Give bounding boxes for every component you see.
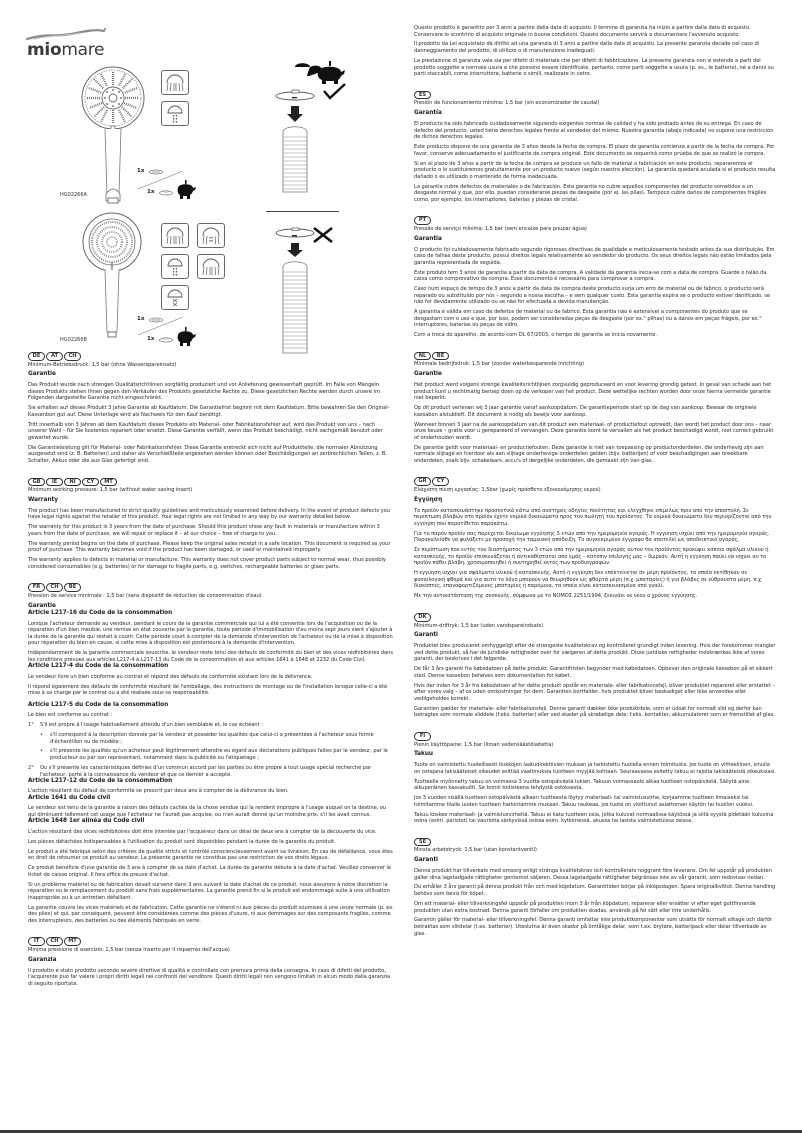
country-badge: BE (432, 352, 449, 361)
country-badges (28, 937, 394, 946)
section-heading: Garanzia (28, 956, 57, 963)
section-gr (414, 477, 776, 600)
paragraph: Este produto tem 3 anos de garantia a partir da data de compra. A validade da garantia inicia-se com a data de compra. Guarde o talão da caixa como comprovativo da compra. Esse documento é necessário para comprovar a compra. (414, 269, 767, 283)
paragraph: Με την αντικατάσταση της συσκευής, σύμφωνα με το ΝΟΜΟΣ 2251/1994, ξεκινάει εκ νέου ο χρόνος εγγύησης. (414, 593, 698, 600)
section-fr (28, 583, 394, 924)
section-es (414, 91, 776, 204)
paragraph: Garantin gäller för material- eller tillverkningsfel. Denna garanti omfattar inte produktkomponenter som utsätts för normalt slitage och därför betraktas som slitdelar (t.ex. batterier). Uteslutna är även skador på ömtåliga delar, som t.ex. brytare, batteripack eller delar tillverkade av glas. (414, 917, 773, 937)
accessory-qty-b2: 1x (147, 336, 155, 342)
warranty-column-right (414, 25, 776, 950)
paragraph: Hvis der inden for 3 år fra købsdatoen af for dette produkt opstår en materiale- eller fabrikationsfejl, bliver produktet repareret eller erstattet – efter vores valg – af os uden omkostninger for dem. Garantien bortfalder, hvis produktet bliver beskadiget eller ikke anvendes eller vedligeholdes korrekt. (414, 682, 775, 702)
country-badge: IT (28, 937, 45, 946)
paragraph: The warranty for this product is 3 years from the date of purchase. Should this product show any fault in materials or manufacture within 3 years from the date of purchase, we will repair or replace it – at our choice – free of charge to you. (28, 524, 380, 537)
section-heading: Takuu (414, 751, 433, 758)
paragraph: Il prodotto è stato prodotto secondo severe direttive di qualità e controllato con premura prima della consegna. In caso di difetti del prodotto, l'acquirente può far valere i propri diritti legali nei confronti del venditore. Questi diritti legali non vengono limitati in alcun modo dalla garanzia di seguito riportata. (28, 967, 391, 987)
paragraph: La garantía cubre defectos de materiales o de fabricación. Esta garantía no cubre aquellos componentes del producto sometidos a un desgaste normal y que, por ello, puedan considerarse piezas de desgaste (por ej. las pilas). Tampoco cubre daños de componentes frágiles como, por ejemplo, los interruptores, baterías y piezas de cristal. (414, 183, 767, 203)
section-it-continued (414, 25, 776, 78)
min-pressure-text: Minimale bedrijfsdruk: 1,5 bar (zonder waterbesparende inrichting) (414, 361, 584, 368)
article-heading: Article L217-4 du Code de la consommation (28, 663, 169, 670)
paragraph: De garantie geldt voor materiaal- en productiefouten. Deze garantie is niet van toepassing op productonderdelen, die onderhevig zijn aan normale slijtage en hierdoor als aan slijtage onderhevige onderdelen gelden (bijv. batterijen) of voor beschadigingen aan breekbare onderdelen, zoals bijv. schakelaars, accu's of dergelijke onderdelen, die gemaakt zijn van glas. (414, 444, 764, 464)
accessory-qty-b1: 1x (137, 316, 145, 322)
country-badges (414, 216, 776, 225)
paragraph: Si un problème matériel ou de fabrication devait survenir dans 3 ans suivant la date d'achat de ce produit, nous assurons à notre discrétion la réparation ou le remplacement du produit sans frais supplémentaires. La garantie prend fin si le produit est endommagé suite à une utilisation inappropriée ou à un entretien défaillant. (28, 881, 390, 901)
piggy-bank-icon (175, 179, 197, 200)
paragraph: The product has been manufactured to strict quality guidelines and meticulously examined before delivery. In the event of product defects you have legal rights against the retailer of this product. Your legal rights are not limited in any way by our warranty detailed below. (28, 507, 390, 521)
paragraph: Du erhåller 3 års garanti på denna produkt från och med köpdatum. Garantitiden börjar på inköpsdagen. Spara originalkvittot. Denna handling behövs som bevis för köpet. (414, 884, 776, 898)
country-badges (28, 583, 394, 592)
min-pressure-text: Ελάχιστη πίεση εργασίας: 1,5bar (χωρίς πρόσθετο εξοικονόμησης νερού) (414, 487, 601, 494)
section-fi (414, 732, 776, 825)
paragraph: Σε περίπτωση που εντός του διαστήματος των 3 ετών από την ημερομηνία αγοράς αυτού του προϊόντος προκύψει κάποιο σφάλμα υλικού ή κατασκευής, το προϊόν επισκευάζεται ή αντικαθίσταται από εμάς – κατόπιν επιλογής μας – δωρεάν. Αυτή η εγγύηση παύει να ισχύει αν το προϊόν πάθει βλάβη, χρησιμοποιηθεί ή συντηρηθεί εκτός των προδιαγραφών. (414, 547, 769, 567)
section-heading: Εγγύηση (414, 496, 443, 503)
paragraph: Les pièces détachées indispensables à l'utilisation du produit sont disponibles pendant la durée de la garantie du produit. (28, 838, 336, 845)
section-heading: Garantie (28, 371, 56, 378)
accessory-qty-a2: 1x (147, 189, 155, 195)
article-heading: Article L217-16 du Code de la consommation (28, 610, 173, 617)
paragraph: Indépendamment de la garantie commerciale souscrite, le vendeur reste tenu des défauts de conformité du bien et des vices rédhibitoires dans les conditions prévues aux articles L217-4 à L217-13 du Code de la consommation et aux articles 1641 à 1648 et 2232 du Code Civil. (28, 650, 393, 663)
logo-wordmark: miomare (27, 40, 105, 60)
paragraph: Il répond également des défauts de conformité résultant de l'emballage, des instructions de montage ou de l'installation lorsque celle-ci a été mise à sa charge par le contrat ou a été réalisée sous sa responsabilité. (28, 683, 388, 697)
country-badges (414, 613, 776, 622)
country-badge: CH (46, 583, 63, 592)
min-pressure-text: Minimum-Betriebsdruck: 1,5 bar (ohne Wassersparеinsatz) (28, 361, 177, 368)
paragraph: Das Produkt wurde nach strengen Qualitätsrichtlinien sorgfältig produziert und vor Anlieferung gewissenhaft geprüft. Im Falle von Mängeln dieses Produkts stehen Ihnen gegen den Verkäufer des Produkts gesetzliche Rechte zu. Diese gesetzlichen Rechte werden durch unsere im Folgenden dargestellte Garantie nicht eingeschränkt. (28, 382, 381, 402)
min-pressure-text: Pression de service minimale : 1,5 bar (sans dispositif de réduction de consommation d'eau) (28, 593, 262, 600)
paragraph: Le produit a été fabriqué selon des critères de qualité stricts et contrôlé consciencieusement avant sa livraison. En cas de défaillance, vous êtes en droit de retourner ce produit au vendeur. La présente garantie ne constitue pas une restriction de vos droits légaux. (28, 848, 393, 862)
section-heading: Garanti (414, 632, 438, 639)
section-gb (28, 478, 394, 571)
paragraph: Lorsque l'acheteur demande au vendeur, pendant le cours de la garantie commerciale qui lui a été consentie lors de l'acquisition ou de la réparation d'un bien meuble, une remise en état couverte par la garantie, toute période d'immobilisation d'au moins sept jours vient s'ajouter à la durée de la garantie qui restait à courir. Cette période court à compter de la demande d'intervention de l'acheteur ou de la mise à disposition pour réparation du bien en cause, si cette mise à disposition est postérieure à la demande d'intervention. (28, 620, 393, 647)
section-de (28, 352, 394, 465)
min-pressure-text: Presión de funcionamiento mínima: 1,5 bar (sin economizador de caudal) (414, 100, 600, 107)
article-heading: Article 1641 du Code civil (28, 794, 111, 801)
country-badge: FR (28, 583, 45, 592)
paragraph: Este producto dispone de una garantía de 3 años desde la fecha de compra. El plazo de garantía comienza a partir de la fecha de compra. Por favor, conserve adecuadamente el justificante de compra original. Este documento se requerirá como prueba de que se realizó la compra. (414, 144, 775, 157)
shower-head-b-icon (81, 212, 143, 342)
mixed-spray-mode-icon (197, 223, 225, 248)
country-badge: CY (82, 478, 99, 487)
country-badges (414, 732, 776, 741)
section-heading: Garanti (414, 857, 438, 864)
paragraph: O producto foi cuidadosamente fabricado segundo rigorosas directivas de qualidade e meticulosamente testado antes da sua distribuição. Em caso de falhas deste producto, possui direitos legais relativamente ao vendedor do producto. Os seus direitos legais não estão limitados pela garantia representada de seguida. (414, 246, 775, 266)
model-number-b: HG02266B (60, 337, 87, 343)
list-item: 2° Ou s'il présente les caractéristiques définies d'un commun accord par les parties ou être propre à tout usage spécial recherché par l'acheteur, porté à la connaissance du vendeur et que ce dernier a accepté. (28, 764, 372, 778)
paragraph: Le bien est conforme au contrat : (28, 712, 113, 719)
warranty-column-left (28, 352, 394, 1000)
min-pressure-text: Pressão de serviço mínima: 1,5 bar (sem encaixe para poupar água) (414, 225, 587, 232)
piggy-bank-icon (175, 326, 197, 347)
rain-spray-mode-icon (161, 70, 189, 95)
country-badge: MT (100, 478, 117, 487)
paragraph: Tuote on valmistettu huolellisesti tiukkojen laatudirektiivien mukaan ja tarkistettu huolella ennen toimitusta. Jos tuote on virheellinen, sinulla on ostajana lakisääteiset oikeudet esittää vaatimuksia tuotteen myyjää kohtaan. Seuraavassa esitetty takuu ei rajoita lakisääteisiä oikeuksiasi. (414, 762, 776, 775)
check-icon (322, 82, 347, 100)
paragraph: Denna produkt har tillverkats med omsorg enligt stränga kvalitetskrav och kontrollerats noggrant före leverans. Om fel uppstår på produkten gäller dina lagstadgade rättigheter gentemot säljaren. Dessa lagstadgade rättigheter begränsas inte av vår garanti, som redovisas nedan. (414, 868, 772, 881)
paragraph: Ce produit bénéficie d'une garantie de 3 ans à compter de sa date d'achat. La durée de garantie débute à la date d'achat. Veuillez conserver le ticket de caisse original. Il fera office de preuve d'achat. (28, 865, 392, 878)
article-heading: Article L217-5 du Code de la consommation (28, 701, 169, 708)
paragraph: Caso num espaço de tempo de 3 anos a partir da data da compra deste producto surja um erro de material ou de fabrico, o producto será reparado ou substituído por nós – segundo a nossa escolha – e sem qualquer custo. Esta garantia expira se o producto estiver danificado, se não for devidamente utilizado ou se não for efectuada a devida manutenção. (414, 286, 770, 306)
paragraph: Die Garantieleistung gilt für Material- oder Fabrikationsfehler. Diese Garantie erstreckt sich nicht auf Produktteile, die normaler Abnutzung ausgesetzt sind (z. B. Batterien) und daher als Verschleißteile angesehen werden können oder Beschädigungen an zerbrechlichen Teilen, z. B. Schalter, Akkus oder die aus Glas gefertigt sind. (28, 444, 387, 465)
article-heading: Article L217-12 du Code de la consommation (28, 778, 173, 785)
massage-spray-mode-icon (161, 101, 189, 126)
country-badge: FI (414, 732, 431, 741)
paragraph: Com a troca do aparelho, de acordo com DL 67/2003, o tempo de garantia se inicia novamente. (414, 332, 657, 339)
paragraph: Op dit product verlenen wij 3 jaar garantie vanaf aankoopdatum. De garantieperiode start op de dag van aankoop. Bewaar de originele kassabon alstublieft. Dit document is nodig als bewijs voor aankoop. (414, 405, 757, 418)
country-badge: CY (432, 477, 449, 486)
country-badge: CH (64, 352, 81, 361)
paragraph: Produktet blev produceret omhyggeligt efter de strengeste kvalitetskrav og kontrolleret grundigt inden levering. Hvis der forekommer mangler ved dette produkt, så har de juridiske rettigheder over for sælgeren af dette produkt. Disse juridiske rettigheder indskrænkes ikke af vores garanti, der beskrives i det følgende. (414, 643, 776, 663)
paragraph: L'action résultant des vices rédhibitoires doit être intentée par l'acquéreur dans un délai de deux ans à compter de la découverte du vice. (28, 828, 377, 835)
section-heading: Garantía (414, 110, 442, 117)
paragraph: Il prodotto da Lei acquistato dà diritto ad una garanzia di 3 anni a partire dalla data di acquisto. La presente garanzia decade nel caso di danneggiamento del prodotto, di utilizzo o di manutenzione inadeguati. (414, 41, 760, 55)
paragraph: L'action résultant du défaut de conformité se prescrit par deux ans à compter de la délivrance du bien. (28, 788, 289, 795)
water-saver-insert-icon (158, 337, 174, 343)
paragraph: Le vendeur livre un bien conforme au contrat et répond des défauts de conformité existant lors de la délivrance. (28, 673, 313, 680)
section-heading: Garantie (414, 371, 442, 378)
country-badges (414, 91, 776, 100)
shower-head-illustration-b (81, 212, 143, 346)
paragraph: Tritt innerhalb von 3 Jahren ab dem Kaufdatum dieses Produkts ein Material- oder Fabrikationsfehler auf, wird das Produkt von uns – nach unserer Wahl – für Sie kostenlos repariert oder ersetzt. Diese Garantie verfällt, wenn das Produkt beschädigt, nicht sachgemäß benutzt oder gewartet wurde. (28, 421, 383, 441)
section-se (414, 838, 776, 937)
section-heading: Warranty (28, 497, 59, 504)
country-badge: CH (46, 937, 63, 946)
article-heading: Article 1648 1er alinéa du Code civil (28, 818, 145, 825)
paragraph: La garantie couvre les vices matériels et de fabrication. Cette garantie ne s'étend ni aux pièces du produit soumises à une usure normale (p. ex. des piles) et qui, par conséquent, peuvent être considérées comme des pièces d'usure, ni aux dommages sur des composants fragiles, comme des interrupteurs, des batteries ou des éléments fabriqués en verre. (28, 904, 394, 924)
country-badges (414, 838, 776, 847)
paragraph: Jos 3 vuoden sisällä tuotteen ostopäivästä alkaen tuotteesta löytyy materiaali- tai valmistusvirhe, korjaamme tuotteen ilmaiseksi tai toimitamme tilalle uuden tuotteen harkintamme mukaan. Takuu raukeaa, jos tuote on vioittunut asiattoman käytön tai huollon vuoksi. (414, 795, 754, 808)
paragraph: Takuu koskee materiaali- ja valmistusvirheitä. Takuu ei kata tuotteen osia, jotka kuluvat normaalissa käytössä ja siitä syystä pidetään kuluvina osina (esim. paristot) tai vaurioita särkyvissä osissa esim. kytkimessä, akussa tai lasista valmistetuissa osissa. (414, 811, 774, 825)
paragraph: Questo prodotto è garantito per 3 anni a partire dalla data di acquisto. Il termine di garanzia ha inizio a partire dalla data di acquisto. Conservare lo scontrino di acquisto originale in buone condizioni. Questo documento servirà a documentare l'avvenuto acquisto. (414, 25, 751, 38)
model-number-a: HG02266A (60, 192, 87, 198)
paragraph: De får 3 års garanti fra købsdatoen på dette produkt. Garantifristen begynder med købsdatoen. Opbevar den originale kassebon på et sikkert sted. Denne kassebon behøves som dokumentation for købet. (414, 666, 773, 679)
paragraph: Garantien gælder for materiale- eller fabrikationsfejl. Denne garanti dækker ikke produktdele, som er udsat for normalt slid og derfor kan betragtes som normale sliddele (f.eks. batterier) eller ved skader på skrøbelige dele; f.eks. kontakter, akkumulatorer som er fremstillet af glas. (414, 705, 775, 719)
section-heading: Garantia (414, 235, 442, 242)
rain-spray-mode-icon (197, 254, 225, 279)
country-badges (414, 352, 776, 361)
rain-spray-mode-icon (161, 223, 189, 248)
country-badge: PT (414, 216, 431, 225)
paragraph: La prestazione di garanzia vale sia per difetti di materiale che per difetti di fabbricazione. La presente garanzia non si estende a parti del prodotto soggette a normale usura e che possono essere identificate, pertanto, come parti soggette a usura (p. es., le batterie), né a danni su parti staccabili, come interruttore, batterie o simili, realizzate in vetro. (414, 57, 774, 78)
paragraph: Het product werd volgens strenge kwaliteitsrichtlijnen zorgvuldig geproduceerd en voor levering grondig getest. In geval van schade aan het product kunt u rechtmatig beroep doen op de verkoper van het product. Deze wettelijke rechten worden door onze hierna vermelde garantie niet beperkt. (414, 382, 772, 402)
cross-icon (312, 226, 334, 244)
paragraph: A garantia é válida em caso de defeitos de material ou de fabrico. Esta garantia não é extensível a componentes do produto que se desgastam com o uso e que, por isso, podem ser consideradas peças de desgaste (por ex." pilhas) ou a danos em peças frágeis, por ex." interruptores, baterias ou peças de vidro. (414, 309, 762, 329)
paragraph: The warranty applies to defects in material or manufacture. This warranty does not cover product parts subject to normal wear, thus possibly considered consumables (e.g. batteries) or for damage to fragile parts, e.g. switches, rechargeable batteries or glass parts. (28, 557, 386, 570)
country-badge: SE (414, 838, 431, 847)
min-pressure-text: Pienin käyttöpaine: 1,5 bar (ilman vedensäästölaitetta) (414, 741, 554, 748)
country-badge: AT (46, 352, 63, 361)
country-badge: IE (46, 478, 63, 487)
paragraph: Si en el plazo de 3 años a partir de la fecha de compra se produce un fallo de material o fabricación en este producto, repararemos el producto o lo sustituiremos gratuitamente por un producto nuevo (según nuestra elección). La garantía quedará anulada si el producto resulta dañado o es utilizado o mantenido de forma inadecuada. (414, 160, 776, 180)
min-pressure-text: Minsta arbetstryck: 1,5 bar (utan konstantventil) (414, 847, 537, 854)
country-badge: ES (414, 91, 431, 100)
country-badge: DE (28, 352, 45, 361)
section-pt (414, 216, 776, 339)
country-badges (414, 477, 776, 486)
paragraph: Tuotteelle myönnetty takuu on voimassa 3 vuotta ostopäivästä lukien. Takuun voimassaolo alkaa tuotteen ostopäivästä. Säilytä aina alkuperäinen kassakuitti. Se toimii todisteena tehdystä ostoksesta. (414, 778, 750, 792)
country-badge: MT (64, 937, 81, 946)
min-pressure-text: Minima pressione di esercizio: 1,5 bar (senza inserto per il risparmio dell'acqua) (28, 946, 230, 953)
country-badge: NI (64, 478, 81, 487)
paragraph: Le vendeur est tenu de la garantie à raison des défauts cachés de la chose vendue qui la rendent impropre à l'usage auquel on la destine, ou qui diminuent tellement cet usage que l'acheteur ne l'aurait pas acquise, ou n'en aurait donné qu'un moindre prix, s'il les avait connus. (28, 805, 387, 818)
paragraph: The warranty period begins on the date of purchase. Please keep the original sales receipt in a safe location. This document is required as your proof of purchase. This warranty becomes void if the product has been damaged, or used or maintained improperly. (28, 540, 391, 554)
bullet-item: • s'il correspond à la description donnée par le vendeur et posséder les qualités que celui-ci a présentées à l'acheteur sous forme d'échantillon ou de modèle ; (40, 731, 374, 745)
water-saver-insert-icon (158, 190, 174, 196)
bullet-item: • s'il présente les qualités qu'un acheteur peut légitimement attendre eu égard aux déclarations publiques faites par le vendeur, par le producteur ou par son représentant, notamment dans la publicité ou l'étiquetage ; (40, 748, 388, 762)
paragraph: Η εγγύηση ισχύει για σφάλματα υλικού ή κατασκευής. Αυτή η εγγύηση δεν επεκτείνεται σε μέρη προϊόντος, τα οποία εκτίθηκαν σε φυσιολογική φθορά και για αυτό το λόγο μπορούν να θεωρηθούν ως φθαρτά μέρη (π.χ. μπαταρίες) ή για βλάβες σε εύθραυστα μέρη, π.χ. διακόπτες, επαναφορτιζόμενες μπαταρίες ή παρόμοια, τα οποία είναι κατασκευασμένα από γυαλί. (414, 570, 763, 590)
illustration-divider (266, 211, 339, 212)
paragraph: Για το παρόν προϊόν σας παρέχεται δικαίωμα εγγύησης 3 ετών από την ημερομηνία αγοράς. Η εγγύηση ισχύει από την ημερομηνία αγοράς. Παρακαλείσθε να φυλάξετε με προσοχή την ταμειακή απόδειξη. Το συγκεκριμένο έγγραφο θα αποτελεί ως αποδεικτικό αγοράς. (414, 530, 770, 544)
country-badge: GB (28, 478, 45, 487)
country-badges (28, 478, 394, 487)
accessory-qty-a1: 1x (137, 168, 145, 174)
insert-removed-illustration (270, 225, 350, 360)
list-item: 1° S'il est propre à l'usage habituellement attendu d'un bien semblable et, le cas échéant : (28, 722, 263, 729)
paragraph: Om ett material- eller tillverkningsfel uppstår på produkten inom 3 år från köpdatum, reparerar eller ersätter vi efter eget gottfinnande produkten utan extra kostnad. Denna garanti förfaller om produkten skadas, används på fel sätt eller inte underhålls. (414, 900, 756, 914)
miomare-logo (26, 26, 116, 62)
section-heading: Garantie (28, 602, 56, 609)
paragraph: Wanneer binnen 3 jaar na de aankoopdatum van dit product een materiaal- of productiefout optreedt, dan wordt het product door ons – naar onze keuze – gratis voor u gerepareerd of vervangen. Deze garantie komt te vervallen als het product beschadigd wordt, niet correct gebruikt of onderhouden wordt. (414, 421, 774, 441)
paragraph: El producto ha sido fabricado cuidadosamente siguiendo exigentes normas de calidad y ha sido probado antes de su entrega. En caso de defecto del producto, usted tiene derechos legales frente al vendedor del mismo. Nuestra garantía (abajo indicada) no supone una restricción de dichos derechos legales. (414, 120, 774, 141)
section-it (28, 937, 394, 987)
section-nl (414, 352, 776, 465)
jet-spray-mode-icon (161, 285, 189, 310)
country-badge: BE (64, 583, 81, 592)
min-pressure-text: Minimum working pressure: 1.5 bar (without water saving insert) (28, 487, 193, 494)
country-badges (28, 352, 394, 361)
massage-spray-mode-icon (161, 254, 189, 279)
country-badge: NL (414, 352, 431, 361)
section-dk (414, 613, 776, 719)
min-pressure-text: Minimum-driftryk: 1,5 bar (uden vandspareindsats) (414, 622, 544, 629)
country-badge: DK (414, 613, 431, 622)
country-badge: GR (414, 477, 431, 486)
paragraph: Sie erhalten auf dieses Produkt 3 Jahre Garantie ab Kaufdatum. Die Garantiefrist beginnt mit dem Kaufdatum. Bitte bewahren Sie den Original-Kassenbon gut auf. Diese Unterlage wird als Nachweis für den Kauf benötigt. (28, 405, 390, 418)
paragraph: Το προϊόν κατασκευάστηκε προσεκτικά κάτω από αυστηρές οδηγίες ποιότητας και ελέγχθηκε επιμελώς πριν από την αποστολή. Σε περίπτωση βλαβών στο προϊόν έχετε νομικά δικαιώματα προς τον πωλητή του προϊόντος. Τα νομικά δικαιώματα δεν περιορίζονται από την εγγύηση που παρατίθεται παρακάτω. (414, 507, 772, 527)
